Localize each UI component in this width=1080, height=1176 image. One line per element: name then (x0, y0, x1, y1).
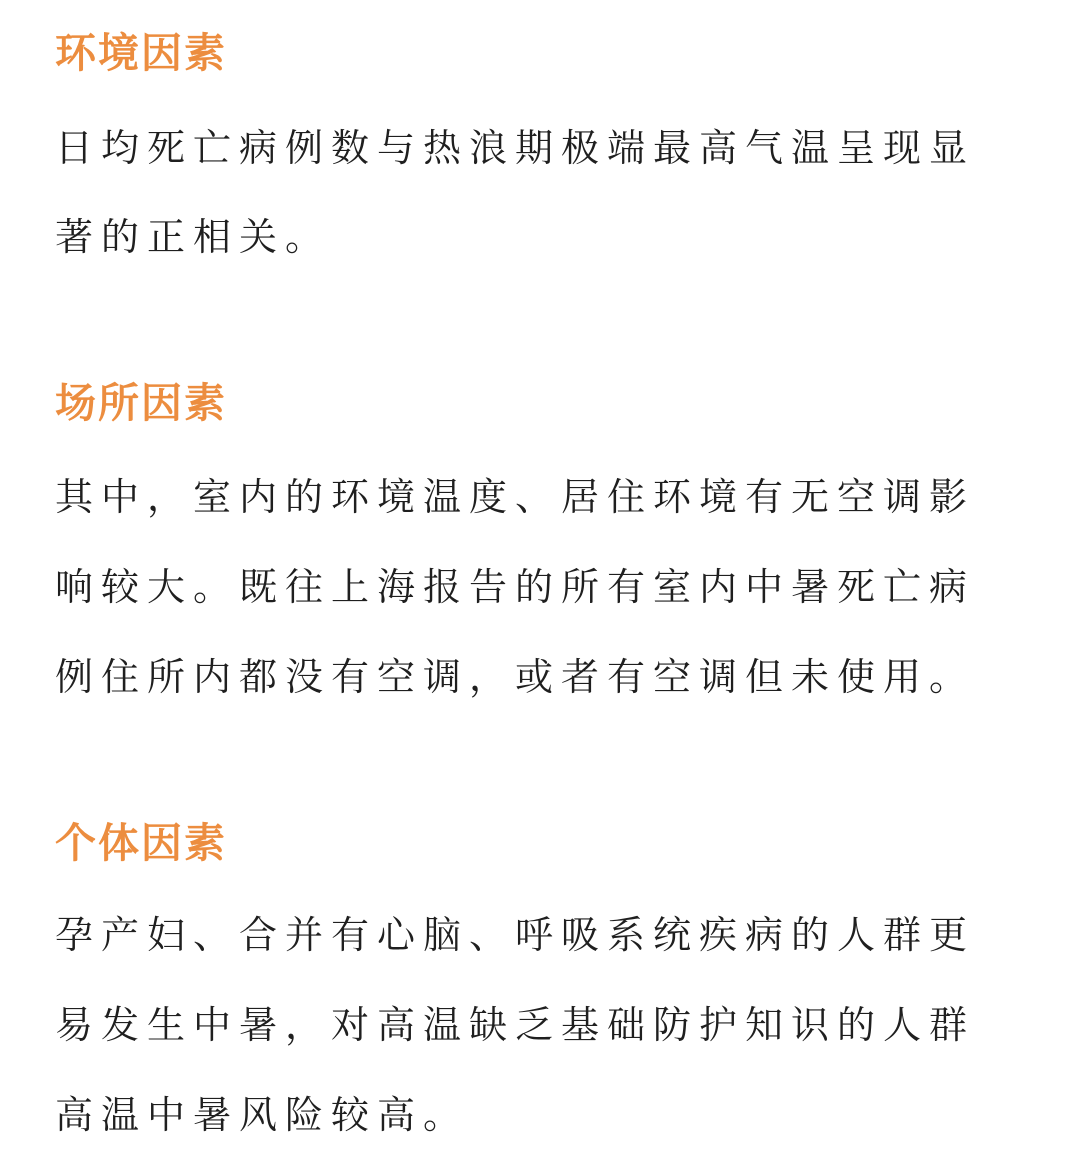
section-heading-individual: 个体因素 (55, 819, 227, 867)
section-individual-line-2: 易发生中暑，对高温缺乏基础防护知识的人群 (55, 1003, 976, 1047)
section-location-line-1: 其中，室内的环境温度、居住环境有无空调影 (55, 475, 976, 519)
section-environment-line-1: 日均死亡病例数与热浪期极端最高气温呈现显 (55, 126, 976, 170)
section-heading-environment: 环境因素 (55, 29, 227, 77)
section-environment-line-2: 著的正相关。 (55, 215, 332, 259)
section-individual-line-3: 高温中暑风险较高。 (55, 1093, 470, 1137)
section-location-line-3: 例住所内都没有空调，或者有空调但未使用。 (55, 655, 976, 699)
section-location-line-2: 响较大。既往上海报告的所有室内中暑死亡病 (55, 565, 976, 609)
section-heading-location: 场所因素 (55, 379, 227, 427)
section-individual-line-1: 孕产妇、合并有心脑、呼吸系统疾病的人群更 (55, 913, 976, 957)
